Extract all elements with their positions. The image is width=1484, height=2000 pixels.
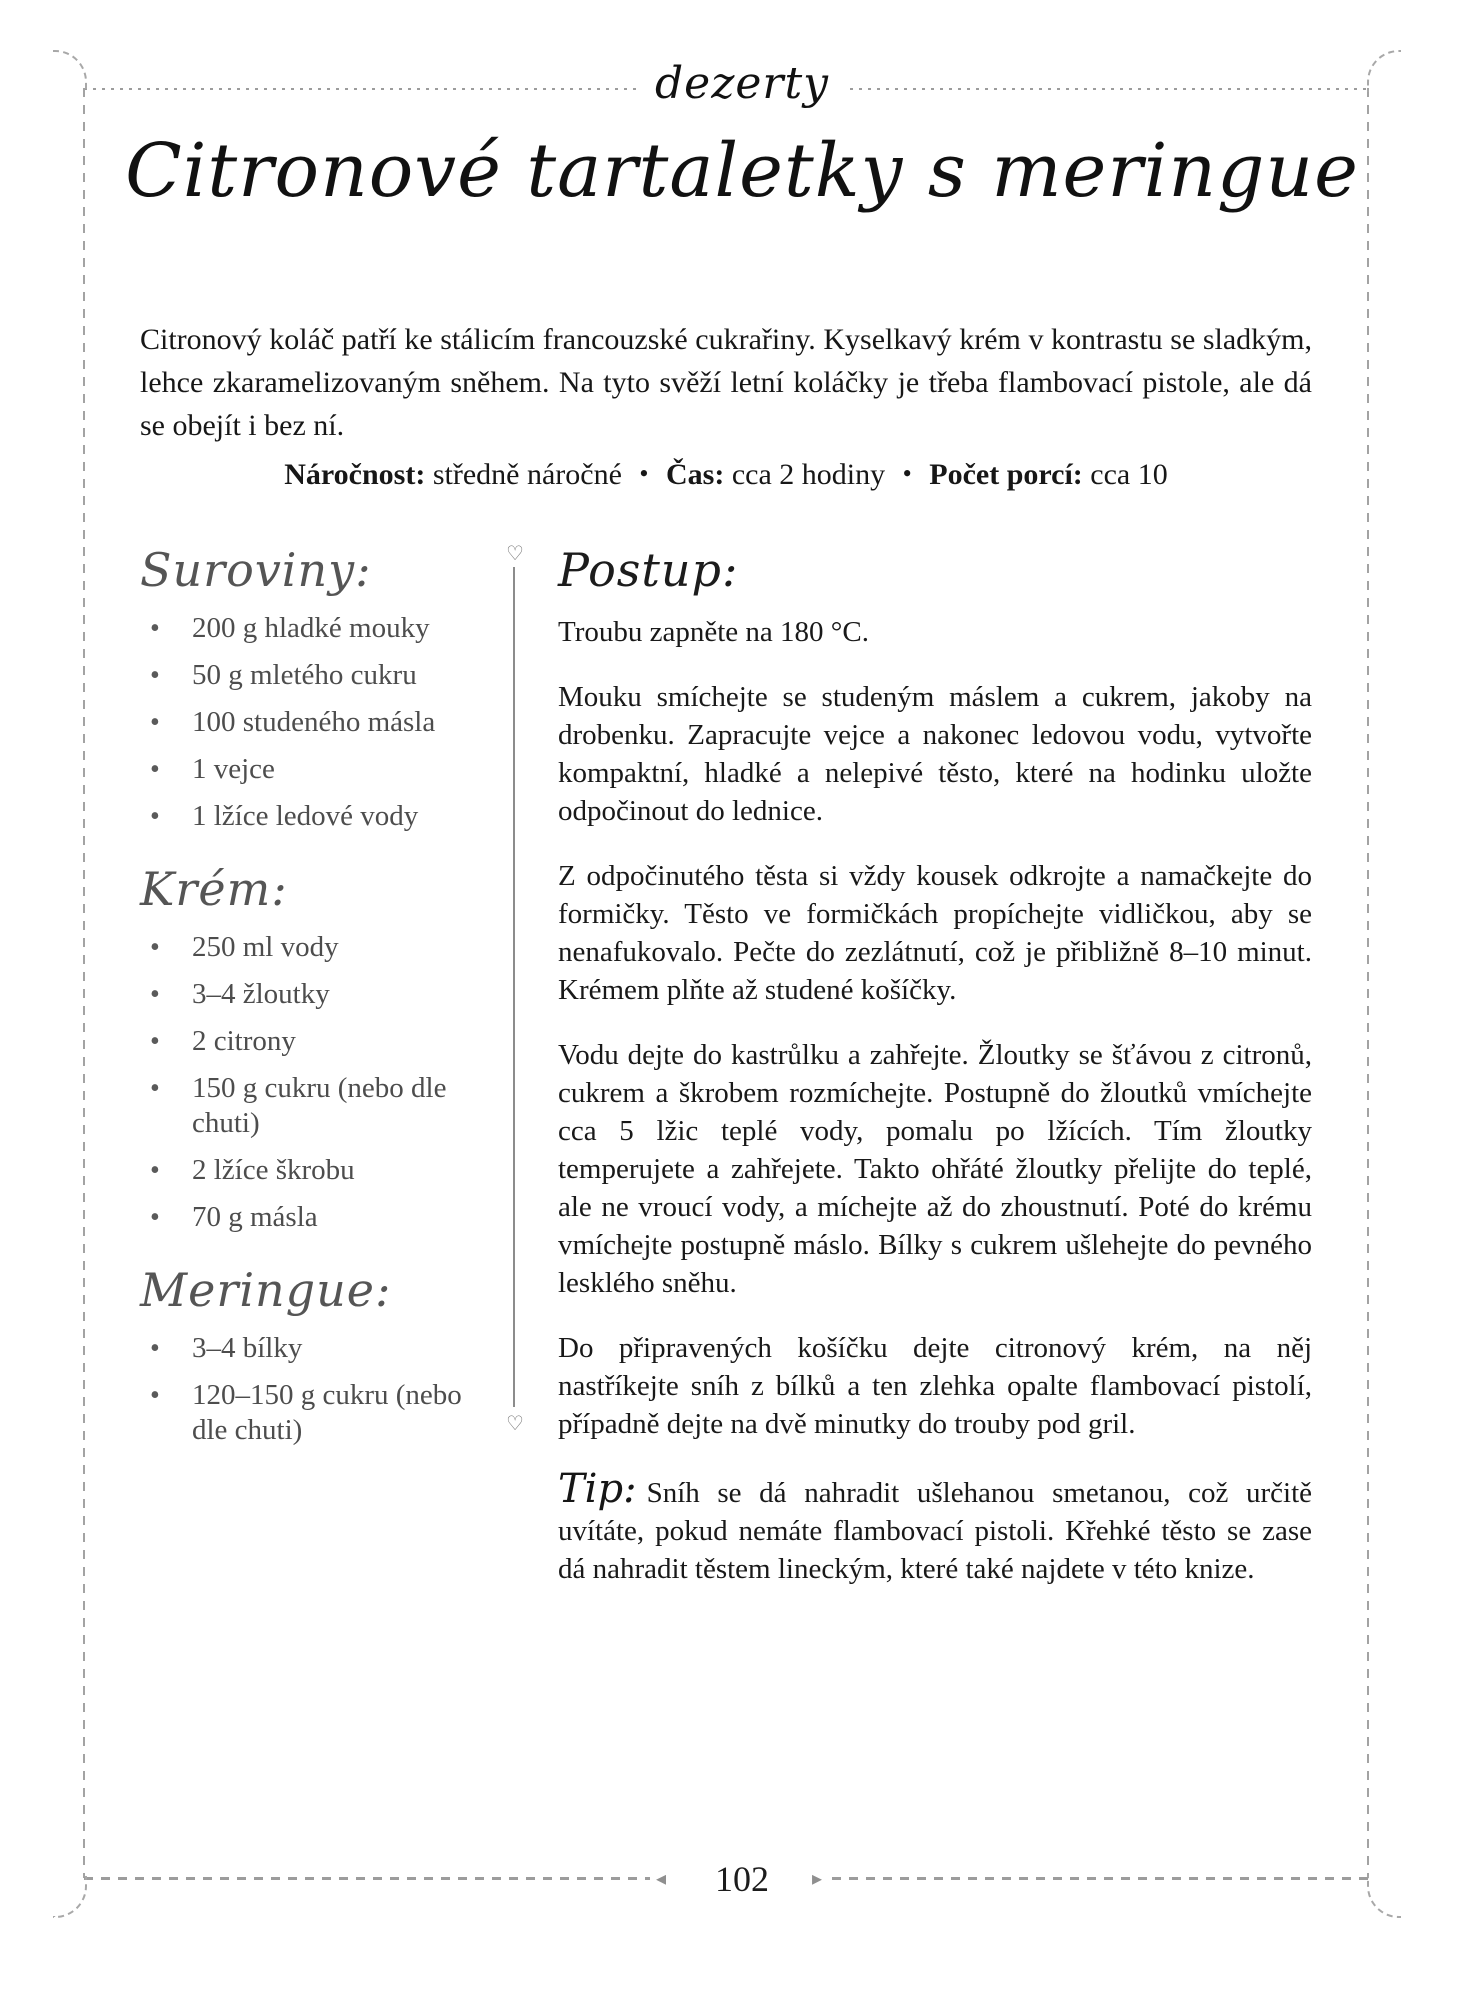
ingredient-item: • 200 g hladké mouky [150, 611, 490, 646]
meta-value: cca 2 hodiny [731, 458, 886, 491]
column-divider [506, 543, 522, 1433]
meta-item-difficulty [284, 458, 622, 491]
ingredient-item: • 250 ml vody [150, 930, 490, 965]
meta-value: cca 10 [1090, 458, 1168, 491]
meta-separator: • [902, 459, 912, 488]
ingredient-item: • 2 citrony [150, 1024, 490, 1059]
meta-separator: • [639, 459, 649, 488]
ingredients-list-suroviny [140, 611, 490, 834]
ingredient-item: • 3–4 žloutky [150, 977, 490, 1012]
ingredient-item: • 150 g cukru (nebo dle chuti) [150, 1071, 490, 1141]
method-paragraph: Vodu dejte do kastrůlku a zahřejte. Žloutky se šťávou z citronů, cukrem a škrobem rozmíchejte. Postupně do žloutků vmíchejte cca 5 lžic teplé vody, pomalu po lžících. Tím žloutky temperujete a zahřejete. Takto ohřáté žloutky přelijte do teplé, ale ne vroucí vody, a míchejte až do zhoustnutí. Poté do krému vmíchejte postupně máslo. Bílky s cukrem ušlehejte do pevného lesklého sněhu. [558, 1039, 1312, 1299]
ingredients-heading-krem: Krém: [140, 862, 288, 916]
intro-paragraph: Citronový koláč patří ke stálicím francouzské cukrařiny. Kyselkavý krém v kontrastu se sladkým, lehce zkaramelizovaným sněhem. Na tyto svěží letní koláčky je třeba flambovací pistole, ale dá se obejít i bez ní. [140, 323, 1312, 442]
section-label: dezerty [655, 58, 829, 109]
heart-ornament-top-icon: ♡ [506, 541, 524, 565]
ingredient-item: • 70 g másla [150, 1200, 490, 1235]
meta-item-servings [929, 458, 1168, 491]
method-paragraph: Do připravených košíčku dejte citronový krém, na něj nastříkejte sníh z bílků a ten zlehka opalte flambovací pistolí, případně dejte na dvě minutky do trouby pod gril. [558, 1332, 1312, 1440]
ingredient-item: • 1 lžíce ledové vody [150, 799, 490, 834]
method-heading: Postup: [558, 543, 739, 597]
tip-paragraph [558, 1466, 1312, 1588]
frame-border-right [1367, 88, 1369, 1878]
recipe-meta [140, 458, 1312, 492]
meta-label: Počet porcí: [929, 458, 1083, 491]
ingredient-item: • 2 lžíce škrobu [150, 1153, 490, 1188]
footer-right-marker-icon: ▸ [812, 1866, 823, 1890]
ingredient-item: • 50 g mletého cukru [150, 658, 490, 693]
meta-value: středně náročné [432, 458, 622, 491]
method-column [558, 543, 1312, 1615]
page-number: 102 [715, 1859, 769, 1899]
frame-border-left [83, 88, 85, 1878]
ingredient-item: • 3–4 bílky [150, 1331, 490, 1366]
meta-item-time [666, 458, 885, 491]
ingredients-list-krem [140, 930, 490, 1235]
ingredient-item: • 120–150 g cukru (nebo dle chuti) [150, 1378, 490, 1448]
page-title: Citronové tartaletky s meringue [125, 128, 1359, 214]
method-paragraph: Troubu zapněte na 180 °C. [558, 616, 869, 648]
footer-left-marker-icon: ◂ [656, 1866, 667, 1890]
heart-ornament-bottom-icon: ♡ [506, 1411, 524, 1435]
ingredients-heading-suroviny: Suroviny: [140, 543, 372, 597]
ingredients-column [140, 543, 490, 1460]
ingredient-item: • 1 vejce [150, 752, 490, 787]
meta-label: Náročnost: [284, 458, 426, 491]
method-paragraph: Z odpočinutého těsta si vždy kousek odkrojte a namačkejte do formičky. Těsto ve formičkách propíchejte vidličkou, aby se nenafukovalo. Pečte do zezlátnutí, což je přibližně 8–10 minut. Krémem plňte až studené košíčky. [558, 860, 1312, 1006]
tip-text: Sníh se dá nahradit ušlehanou smetanou, což určitě uvítáte, pokud nemáte flambovací pistoli. Křehké těsto se zase dá nahradit těstem lineckým, které také najdete v této knize. [558, 1477, 1312, 1585]
ingredient-item: • 100 studeného másla [150, 705, 490, 740]
ingredients-heading-meringue: Meringue: [140, 1263, 392, 1317]
meta-label: Čas: [666, 458, 725, 491]
method-paragraph: Mouku smíchejte se studeným máslem a cukrem, jakoby na drobenku. Zapracujte vejce a nakonec ledovou vodu, vytvořte kompaktní, hladké a nelepivé těsto, které na hodinku uložte odpočinout do lednice. [558, 681, 1312, 827]
tip-label: Tip: [558, 1466, 637, 1512]
ingredients-list-meringue [140, 1331, 490, 1448]
divider-line [513, 567, 515, 1407]
